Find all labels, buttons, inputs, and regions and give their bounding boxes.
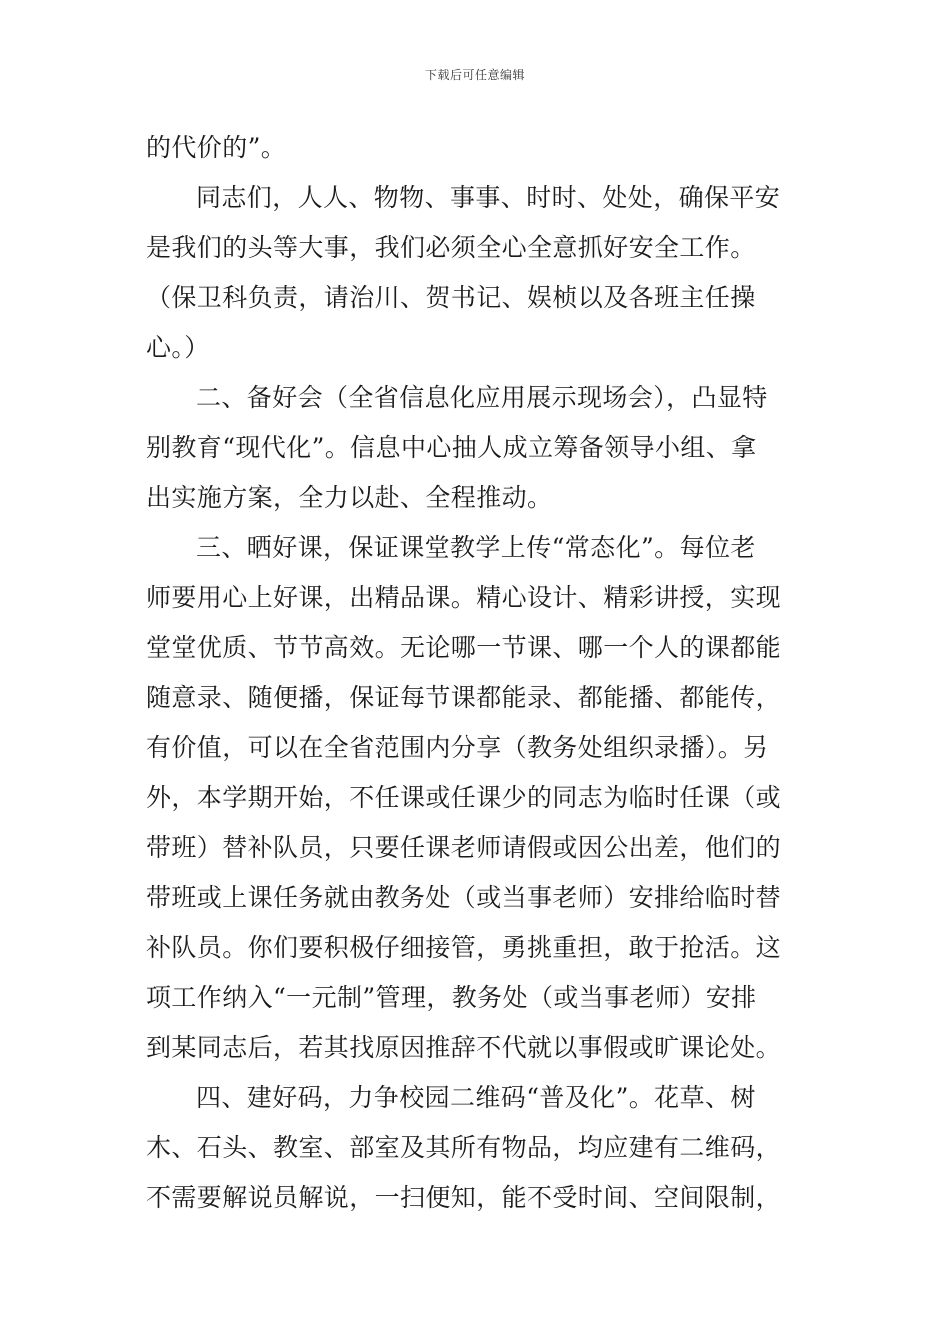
paragraph-start-line: 四、建好码，力争校园二维码“普及化”。花草、树 [196,1083,756,1112]
paragraph-start-line: 三、晒好课，保证课堂教学上传“常态化”。每位老 [196,533,756,562]
text-line: 随意录、随便播，保证每节课都能录、都能播、都能传， [146,683,782,712]
text-line: 出实施方案，全力以赴、全程推动。 [146,483,553,512]
text-line: 的代价的”。 [146,133,287,162]
text-line: 木、石头、教室、部室及其所有物品，均应建有二维码， [146,1133,782,1162]
page-header: 下载后可任意编辑 [424,68,525,82]
text-line: （保卫科负责，请治川、贺书记、娱桢以及各班主任操 [146,283,756,312]
text-line: 不需要解说员解说，一扫便知，能不受时间、空间限制， [146,1183,782,1212]
text-line: 到某同志后，若其找原因推辞不代就以事假或旷课论处。 [146,1033,782,1062]
text-line: 别教育“现代化”。信息中心抽人成立筹备领导小组、拿 [146,433,757,462]
paragraph-start-line: 同志们，人人、物物、事事、时时、处处，确保平安 [196,183,781,212]
paragraph-start-line: 二、备好会（全省信息化应用展示现场会），凸显特 [196,383,768,412]
text-line: 带班或上课任务就由教务处（或当事老师）安排给临时替 [146,883,782,912]
text-line: 带班）替补队员，只要任课老师请假或因公出差，他们的 [146,833,782,862]
text-line: 有价值，可以在全省范围内分享（教务处组织录播）。另 [146,733,769,762]
text-line: 项工作纳入“一元制”管理，教务处（或当事老师）安排 [146,983,757,1012]
text-line: 师要用心上好课，出精品课。精心设计、精彩讲授，实现 [146,583,782,612]
text-line: 是我们的头等大事，我们必须全心全意抓好安全工作。 [146,233,756,262]
text-line: 补队员。你们要积极仔细接管，勇挑重担，敢于抢活。这 [146,933,782,962]
text-line: 外，本学期开始，不任课或任课少的同志为临时任课（或 [146,783,782,812]
text-line: 心。） [146,333,210,362]
text-line: 堂堂优质、节节高效。无论哪一节课、哪一个人的课都能 [146,633,782,662]
